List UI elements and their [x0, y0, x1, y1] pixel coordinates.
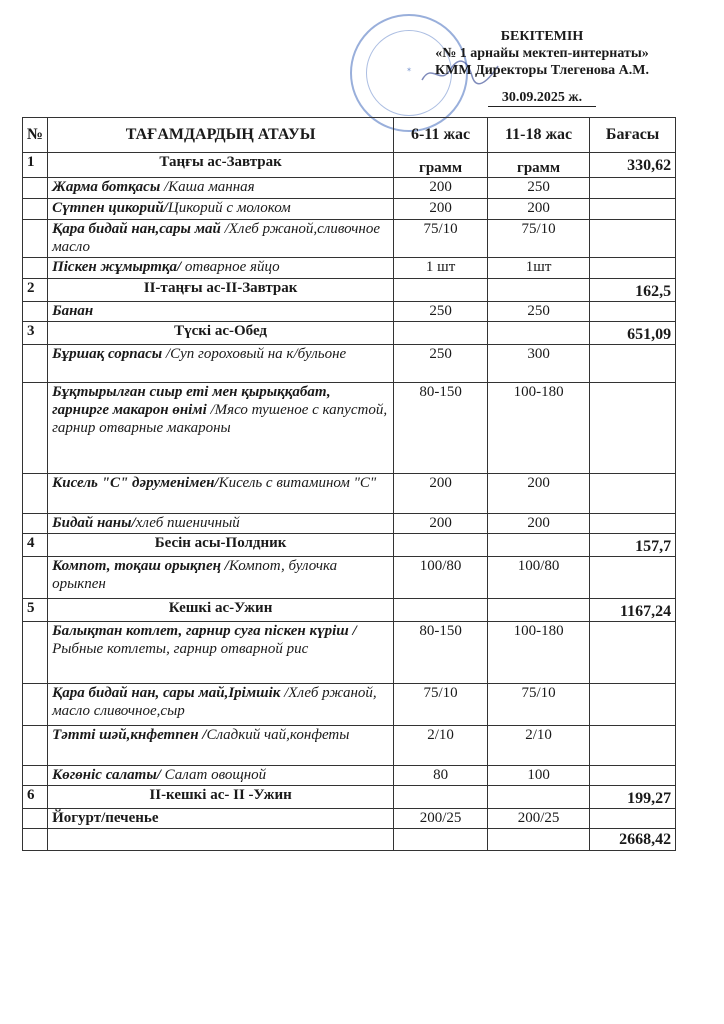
dish-row — [23, 514, 676, 534]
dish-name-kz: Тәтті шәй,кнфетпен / — [52, 727, 207, 743]
dish-row — [23, 199, 676, 220]
dish-name-kz: Қара бидай нан,сары май — [52, 221, 221, 237]
dish-row — [23, 345, 676, 383]
dish-num-empty — [23, 514, 48, 534]
portion-11-18: 200/25 — [488, 809, 590, 829]
dish-name-kz: Жарма ботқасы — [52, 179, 161, 195]
meal-price: 157,7 — [590, 534, 676, 557]
dish-num-empty — [23, 383, 48, 474]
dish-row — [23, 220, 676, 258]
meal-price: 330,62 — [590, 153, 676, 178]
dish-name-ru: отварное яйцо — [181, 259, 280, 275]
dish-name-kz: Компот, тоқаш орықпең / — [52, 558, 229, 574]
portion-11-18: 1шт — [488, 258, 590, 279]
portion-11-18: 250 — [488, 178, 590, 199]
menu-table — [22, 117, 676, 851]
meal-number: 6 — [23, 786, 48, 809]
dish-row — [23, 302, 676, 322]
dish-row — [23, 383, 676, 474]
dish-name-ru: Компот, булочка орыкпен — [52, 558, 338, 592]
portion-6-11: 250 — [394, 302, 488, 322]
dish-row — [23, 726, 676, 766]
dish-num-empty — [23, 220, 48, 258]
meal-row — [23, 786, 676, 809]
dish-name-ru: /Хлеб ржаной,сливочное масло — [52, 221, 381, 255]
dish-name — [48, 557, 394, 599]
meal-number: 5 — [23, 599, 48, 622]
menu-body — [23, 153, 676, 851]
portion-6-11: 1 шт — [394, 258, 488, 279]
price-empty — [590, 557, 676, 599]
portion-6-11: 100/80 — [394, 557, 488, 599]
portion-11-18: 75/10 — [488, 684, 590, 726]
dish-name — [48, 178, 394, 199]
dish-name-kz: Піскен жұмыртқа/ — [52, 259, 182, 275]
portion-11-18: 100-180 — [488, 383, 590, 474]
portion-11-18: 100/80 — [488, 557, 590, 599]
meal-price: 199,27 — [590, 786, 676, 809]
approval-school: «№ 1 арнайы мектеп-интернаты» — [435, 46, 649, 61]
dish-num-empty — [23, 178, 48, 199]
price-empty — [590, 220, 676, 258]
portion-11-18: 100-180 — [488, 622, 590, 684]
dish-name — [48, 383, 394, 474]
portion-6-11: 80 — [394, 766, 488, 786]
unit-11-18 — [488, 534, 590, 557]
price-empty — [590, 383, 676, 474]
meal-row — [23, 599, 676, 622]
dish-name — [48, 726, 394, 766]
unit-6-11 — [394, 279, 488, 302]
meal-row — [23, 153, 676, 178]
dish-name-kz: Кисель "С" дәруменімен/ — [52, 475, 219, 491]
dish-name — [48, 220, 394, 258]
dish-name-ru: Сладкий чай,конфеты — [206, 727, 350, 743]
total-empty — [488, 829, 590, 851]
dish-name — [48, 474, 394, 514]
dish-num-empty — [23, 766, 48, 786]
header-price: Бағасы — [590, 118, 676, 153]
grand-total: 2668,42 — [590, 829, 676, 851]
dish-row — [23, 809, 676, 829]
price-empty — [590, 345, 676, 383]
total-empty — [394, 829, 488, 851]
dish-name-kz: Бұршақ сорпасы — [52, 346, 163, 362]
unit-6-11 — [394, 786, 488, 809]
unit-6-11 — [394, 322, 488, 345]
dish-num-empty — [23, 809, 48, 829]
unit-6-11: грамм — [394, 153, 488, 178]
approval-title: БЕКІТЕМІН — [500, 29, 584, 44]
dish-name-kz: Қара бидай нан, сары май,Ірімшік — [52, 685, 281, 701]
total-empty — [48, 829, 394, 851]
dish-name — [48, 199, 394, 220]
portion-6-11: 200/25 — [394, 809, 488, 829]
dish-row — [23, 684, 676, 726]
price-empty — [590, 514, 676, 534]
dish-row — [23, 258, 676, 279]
price-empty — [590, 199, 676, 220]
dish-num-empty — [23, 684, 48, 726]
dish-name — [48, 809, 394, 829]
meal-price: 162,5 — [590, 279, 676, 302]
unit-6-11 — [394, 534, 488, 557]
meal-name: Бесін асы-Полдник — [48, 534, 394, 557]
dish-name-ru: /Суп гороховый на к/бульоне — [162, 346, 347, 362]
total-row — [23, 829, 676, 851]
dish-num-empty — [23, 302, 48, 322]
portion-6-11: 200 — [394, 199, 488, 220]
dish-name — [48, 258, 394, 279]
dish-name-ru: /Мясо тушеное с капустой, гарнир отварные макароны — [52, 402, 388, 436]
price-empty — [590, 622, 676, 684]
dish-num-empty — [23, 726, 48, 766]
dish-name-ru: /Каша манная — [160, 179, 255, 195]
unit-11-18 — [488, 599, 590, 622]
total-empty — [23, 829, 48, 851]
dish-name-kz: Бұқтырылған сиыр еті мен қырыққабат, гарнирге макарон өнімі — [52, 384, 331, 418]
meal-name: Кешкі ас-Ужин — [48, 599, 394, 622]
price-empty — [590, 684, 676, 726]
approval-date: 30.09.2025 ж. — [488, 89, 596, 107]
dish-name — [48, 302, 394, 322]
price-empty — [590, 474, 676, 514]
price-empty — [590, 766, 676, 786]
meal-number: 1 — [23, 153, 48, 178]
dish-name-ru: Цикорий с молоком — [167, 200, 291, 216]
meal-number: 3 — [23, 322, 48, 345]
dish-name — [48, 345, 394, 383]
portion-11-18: 200 — [488, 514, 590, 534]
price-empty — [590, 258, 676, 279]
portion-6-11: 250 — [394, 345, 488, 383]
dish-name-kz: Көгөніс салаты/ — [52, 767, 161, 783]
dish-num-empty — [23, 258, 48, 279]
unit-6-11 — [394, 599, 488, 622]
dish-num-empty — [23, 622, 48, 684]
portion-11-18: 300 — [488, 345, 590, 383]
dish-name-ru: /Хлеб ржаной, масло сливочное,сыр — [52, 685, 377, 719]
header-age-6-11: 6-11 жас — [394, 118, 488, 153]
meal-price: 651,09 — [590, 322, 676, 345]
meal-name: ІІ-кешкі ас- ІІ -Ужин — [48, 786, 394, 809]
dish-name-ru: Салат овощной — [160, 767, 267, 783]
dish-name — [48, 622, 394, 684]
dish-name-kz: Бидай наны/ — [52, 515, 136, 531]
meal-name: Таңғы ас-Завтрак — [48, 153, 394, 178]
portion-6-11: 80-150 — [394, 383, 488, 474]
portion-11-18: 200 — [488, 199, 590, 220]
dish-row — [23, 474, 676, 514]
price-empty — [590, 809, 676, 829]
portion-6-11: 200 — [394, 514, 488, 534]
dish-name — [48, 766, 394, 786]
header-age-11-18: 11-18 жас — [488, 118, 590, 153]
dish-num-empty — [23, 199, 48, 220]
portion-6-11: 80-150 — [394, 622, 488, 684]
dish-row — [23, 622, 676, 684]
meal-name: Түскі ас-Обед — [48, 322, 394, 345]
header-row — [23, 118, 676, 153]
meal-row — [23, 279, 676, 302]
unit-11-18: грамм — [488, 153, 590, 178]
meal-row — [23, 322, 676, 345]
portion-11-18: 75/10 — [488, 220, 590, 258]
dish-num-empty — [23, 345, 48, 383]
approval-director: КММ Директоры Тлегенова А.М. — [435, 63, 649, 78]
meal-number: 2 — [23, 279, 48, 302]
approval-block — [392, 28, 692, 107]
price-empty — [590, 178, 676, 199]
portion-6-11: 200 — [394, 474, 488, 514]
dish-name-ru: Рыбные котлеты, гарнир отварной рис — [52, 641, 309, 657]
header-dish-name: ТАҒАМДАРДЫҢ АТАУЫ — [48, 118, 394, 153]
portion-11-18: 100 — [488, 766, 590, 786]
portion-6-11: 2/10 — [394, 726, 488, 766]
meal-price: 1167,24 — [590, 599, 676, 622]
dish-name-kz: Сүтпен цикорий/ — [52, 200, 168, 216]
stamp-emblem: ✶ — [406, 66, 412, 74]
dish-row — [23, 766, 676, 786]
dish-name — [48, 684, 394, 726]
portion-6-11: 75/10 — [394, 220, 488, 258]
dish-row — [23, 178, 676, 199]
dish-name-kz: Банан — [52, 303, 94, 319]
price-empty — [590, 726, 676, 766]
portion-6-11: 200 — [394, 178, 488, 199]
portion-6-11: 75/10 — [394, 684, 488, 726]
portion-11-18: 200 — [488, 474, 590, 514]
dish-name-ru: Кисель с витамином "С" — [218, 475, 377, 491]
dish-name — [48, 514, 394, 534]
portion-11-18: 250 — [488, 302, 590, 322]
dish-num-empty — [23, 474, 48, 514]
price-empty — [590, 302, 676, 322]
dish-name-kz: Йогурт/печенье — [52, 810, 159, 826]
unit-11-18 — [488, 322, 590, 345]
dish-num-empty — [23, 557, 48, 599]
meal-name: ІІ-таңғы ас-ІІ-Завтрак — [48, 279, 394, 302]
unit-11-18 — [488, 279, 590, 302]
dish-name-ru: хлеб пшеничный — [135, 515, 240, 531]
meal-number: 4 — [23, 534, 48, 557]
meal-row — [23, 534, 676, 557]
dish-row — [23, 557, 676, 599]
portion-11-18: 2/10 — [488, 726, 590, 766]
dish-name-kz: Балықтан котлет, гарнир суға піскен күріш / — [52, 623, 357, 639]
unit-11-18 — [488, 786, 590, 809]
header-num: № — [23, 118, 48, 153]
